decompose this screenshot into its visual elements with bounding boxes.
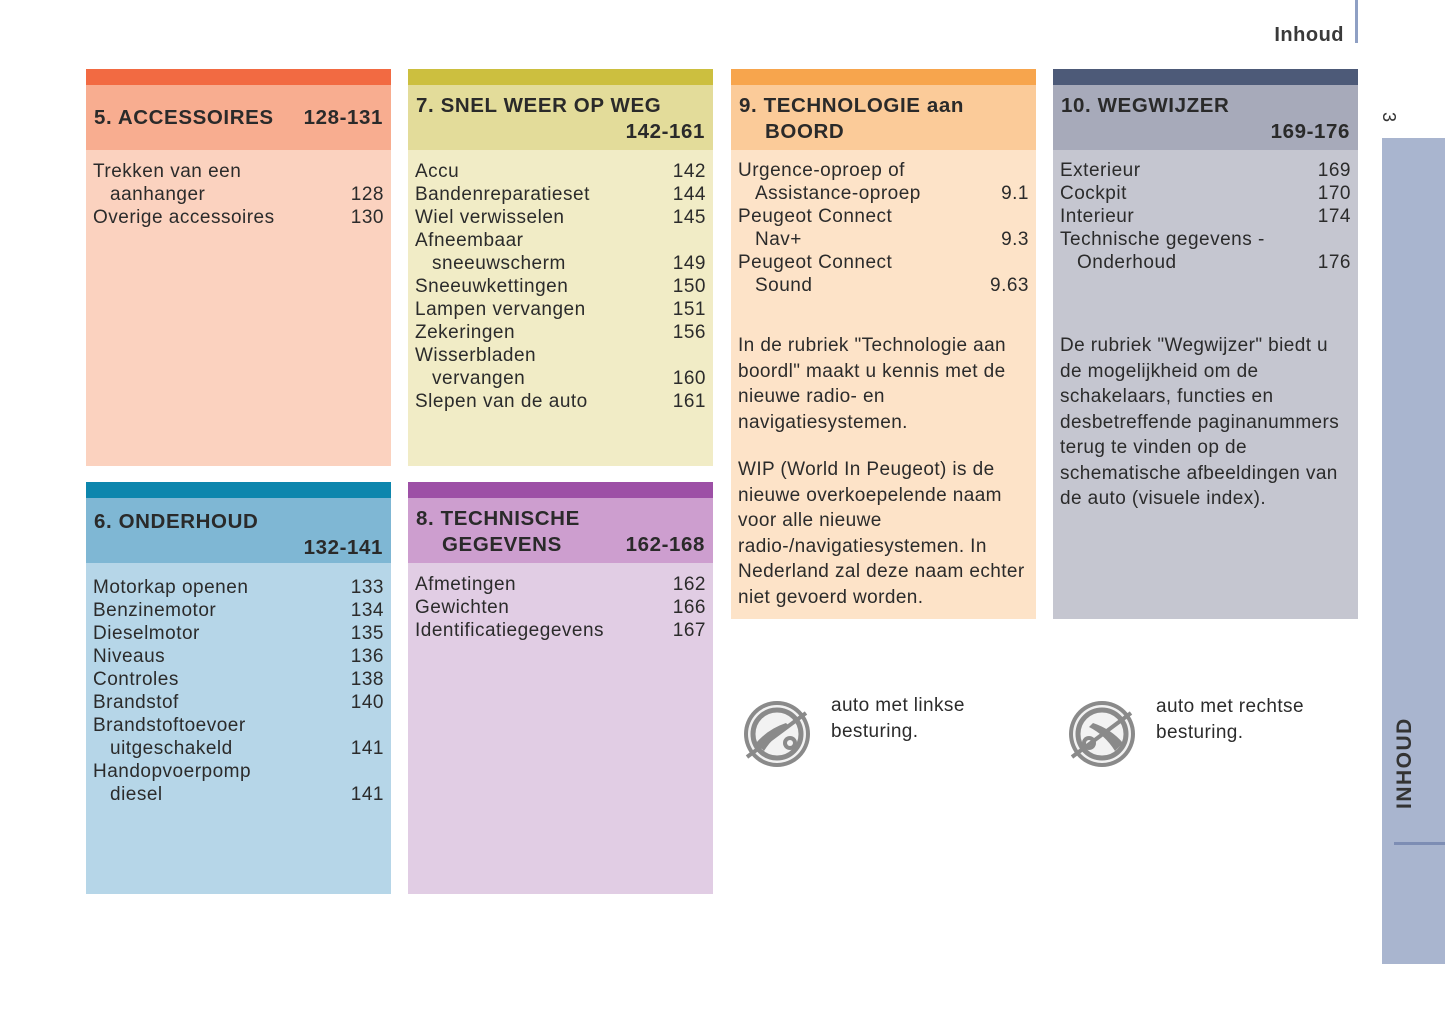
toc-entry-label: Accu [415, 161, 460, 182]
technologie-wip-note: WIP (World In Peugeot) is de nieuwe overkoepelende naam voor alle nieuwe radio-/navigatiesystemen. In Nederland zal deze naam echter niet gevoerd worden. [738, 459, 1025, 608]
section-stripe [86, 482, 391, 498]
toc-entry-label: Sneeuwkettingen [415, 276, 569, 297]
toc-entry-label: Wiel verwisselen [415, 207, 565, 228]
page-number: 3 [1379, 111, 1399, 122]
toc-entry-page: 133 [350, 577, 384, 598]
section-title-line1: 9. TECHNOLOGIE aan [739, 94, 964, 117]
legend-right-caption-line2: besturing. [1156, 722, 1244, 743]
toc-entry-label: Identificatiegegevens [415, 620, 605, 641]
section-pages[interactable]: 142-161 [625, 120, 705, 143]
toc-entry-label: Handopvoerpomp [93, 761, 252, 782]
toc-entry[interactable] [738, 205, 1029, 228]
section-stripe [408, 482, 713, 498]
toc-entry-label: Bandenreparatieset [415, 184, 590, 205]
toc-entry-page: 138 [350, 669, 384, 690]
toc-entry-label: Afmetingen [415, 574, 517, 595]
section-body [86, 563, 391, 894]
toc-entry-label: uitgeschakeld [110, 738, 233, 759]
section-body [408, 150, 713, 466]
toc-entry-page: 142 [672, 161, 706, 182]
section-title-line2: GEGEVENS [442, 533, 562, 556]
toc-entry[interactable] [415, 367, 706, 390]
toc-entry-label: Zekeringen [415, 322, 516, 343]
toc-entry[interactable] [93, 783, 384, 806]
toc-entry-page: 145 [672, 207, 706, 228]
toc-entry[interactable] [415, 229, 706, 252]
toc-entry[interactable] [93, 737, 384, 760]
toc-entry-label: Trekken van een [93, 161, 242, 182]
toc-entry-page: 140 [350, 692, 384, 713]
toc-entry[interactable] [93, 160, 384, 183]
toc-entry-label: Urgence-oproep of [738, 160, 905, 181]
wegwijzer-intro: De rubriek "Wegwijzer" biedt u de mogelijkheid om de schakelaars, functies en desbetreffende paginanummers terug te vinden op de schematische afbeeldingen van de auto (visuele index). [1060, 335, 1340, 509]
header-divider [1355, 0, 1358, 43]
toc-entry[interactable] [1060, 182, 1351, 205]
toc-entry-page: 9.3 [1001, 229, 1029, 250]
toc-entry-label: Peugeot Connect [738, 252, 893, 273]
section-body [86, 150, 391, 466]
toc-entry-label: diesel [110, 784, 163, 805]
toc-entry-page: 130 [350, 207, 384, 228]
toc-entry-label: Assistance-oproep [755, 183, 921, 204]
toc-entry[interactable] [1060, 228, 1351, 251]
section-technische-gegevens [408, 482, 713, 894]
toc-entry[interactable] [738, 228, 1029, 251]
section-stripe [408, 69, 713, 85]
toc-entry-label: Motorkap openen [93, 577, 249, 598]
toc-entry-page: 161 [672, 391, 706, 412]
toc-entry[interactable] [93, 645, 384, 668]
toc-entry-label: Lampen vervangen [415, 299, 586, 320]
toc-entry-label: Technische gegevens - [1060, 229, 1265, 250]
technologie-intro: In de rubriek "Technologie aan boordl" maakt u kennis met de nieuwe radio- en navigatiesystemen. [738, 335, 1007, 433]
section-body [408, 563, 713, 894]
toc-entry[interactable] [93, 691, 384, 714]
toc-entry-label: Controles [93, 669, 179, 690]
toc-entry-label: Cockpit [1060, 183, 1127, 204]
toc-entry-label: Brandstof [93, 692, 179, 713]
toc-entry-label: Exterieur [1060, 160, 1141, 181]
toc-entry[interactable] [415, 160, 706, 183]
section-pages[interactable]: 162-168 [625, 533, 705, 556]
section-pages[interactable]: 169-176 [1270, 120, 1350, 143]
toc-entry-page: 149 [672, 253, 706, 274]
section-accessoires [86, 69, 391, 466]
toc-entry[interactable] [738, 274, 1029, 297]
toc-entry-label: aanhanger [110, 184, 206, 205]
toc-entry-page: 156 [672, 322, 706, 343]
toc-entry-label: vervangen [432, 368, 526, 389]
toc-entry-label: Slepen van de auto [415, 391, 588, 412]
section-snel-weer-op-weg [408, 69, 713, 466]
toc-entry-page: 176 [1317, 252, 1351, 273]
section-title-line1: 8. TECHNISCHE [416, 507, 580, 530]
toc-entry[interactable] [415, 619, 706, 642]
section-technologie [731, 69, 1036, 619]
toc-entry-label: Peugeot Connect [738, 206, 893, 227]
toc-entry-label: Sound [755, 275, 813, 296]
section-stripe [731, 69, 1036, 85]
section-pages[interactable]: 132-141 [303, 536, 383, 559]
section-items [1060, 159, 1351, 274]
section-header [86, 498, 391, 563]
toc-entry-label: sneeuwscherm [432, 253, 566, 274]
toc-entry[interactable] [415, 183, 706, 206]
section-body [1053, 150, 1358, 619]
toc-entry-page: 141 [350, 784, 384, 805]
page-header-title: Inhoud [1274, 24, 1344, 46]
toc-entry[interactable] [415, 321, 706, 344]
toc-entry[interactable] [415, 573, 706, 596]
section-title: 5. ACCESSOIRES [94, 106, 274, 129]
toc-entry-page: 160 [672, 368, 706, 389]
section-title: 10. WEGWIJZER [1061, 94, 1230, 117]
toc-entry[interactable] [1060, 251, 1351, 274]
toc-entry[interactable] [738, 159, 1029, 182]
toc-entry-label: Interieur [1060, 206, 1135, 227]
toc-entry-page: 166 [672, 597, 706, 618]
toc-entry-page: 128 [350, 184, 384, 205]
section-items [738, 159, 1029, 297]
toc-entry[interactable] [1060, 159, 1351, 182]
side-tab[interactable] [1382, 138, 1445, 964]
steering-wheel-left-icon [742, 699, 812, 769]
section-stripe [1053, 69, 1358, 85]
toc-entry-page: 170 [1317, 183, 1351, 204]
toc-entry[interactable] [1060, 205, 1351, 228]
legend-right-caption [1156, 694, 1304, 746]
toc-entry-page: 169 [1317, 160, 1351, 181]
section-onderhoud [86, 482, 391, 894]
toc-entry[interactable] [93, 622, 384, 645]
toc-entry-label: Dieselmotor [93, 623, 200, 644]
toc-entry[interactable] [415, 206, 706, 229]
section-header [731, 85, 1036, 150]
toc-entry-label: Wisserbladen [415, 345, 537, 366]
toc-entry[interactable] [415, 344, 706, 367]
toc-entry[interactable] [93, 183, 384, 206]
toc-entry-label: Nav+ [755, 229, 802, 250]
toc-entry-page: 162 [672, 574, 706, 595]
toc-entry-page: 135 [350, 623, 384, 644]
toc-entry-page: 9.1 [1001, 183, 1029, 204]
toc-entry[interactable] [738, 251, 1029, 274]
toc-entry-page: 174 [1317, 206, 1351, 227]
section-header [1053, 85, 1358, 150]
section-body [731, 150, 1036, 619]
section-title: 6. ONDERHOUD [94, 510, 259, 533]
toc-entry-page: 9.63 [990, 275, 1029, 296]
toc-entry-label: Onderhoud [1077, 252, 1177, 273]
toc-entry[interactable] [415, 298, 706, 321]
legend-left-caption [831, 693, 965, 745]
section-title: 7. SNEL WEER OP WEG [416, 94, 662, 117]
toc-entry[interactable] [93, 714, 384, 737]
toc-entry-page: 134 [350, 600, 384, 621]
toc-entry[interactable] [415, 252, 706, 275]
section-pages[interactable]: 128-131 [303, 106, 383, 129]
toc-entry-label: Brandstoftoevoer [93, 715, 246, 736]
legend-right-caption-line1: auto met rechtse [1156, 696, 1304, 717]
toc-entry[interactable] [93, 206, 384, 229]
steering-wheel-right-icon [1067, 699, 1137, 769]
section-wegwijzer [1053, 69, 1358, 619]
toc-entry-page: 136 [350, 646, 384, 667]
side-tab-label: INHOUD [1393, 717, 1416, 809]
toc-entry-label: Afneembaar [415, 230, 524, 251]
toc-entry[interactable] [738, 182, 1029, 205]
section-header [408, 85, 713, 150]
toc-entry-page: 150 [672, 276, 706, 297]
legend-left-caption-line1: auto met linkse [831, 695, 965, 716]
toc-entry[interactable] [93, 599, 384, 622]
toc-entry[interactable] [415, 390, 706, 413]
toc-entry[interactable] [93, 760, 384, 783]
section-stripe [86, 69, 391, 85]
toc-entry[interactable] [415, 596, 706, 619]
toc-entry-label: Niveaus [93, 646, 166, 667]
toc-entry[interactable] [415, 275, 706, 298]
toc-entry-label: Benzinemotor [93, 600, 217, 621]
legend-left-caption-line2: besturing. [831, 721, 919, 742]
toc-entry-page: 144 [672, 184, 706, 205]
section-title-line2: BOORD [765, 120, 845, 143]
toc-entry-page: 167 [672, 620, 706, 641]
toc-entry-label: Overige accessoires [93, 207, 275, 228]
toc-entry[interactable] [93, 576, 384, 599]
toc-entry[interactable] [93, 668, 384, 691]
section-header [408, 498, 713, 563]
side-tab-divider [1394, 842, 1445, 845]
toc-entry-label: Gewichten [415, 597, 510, 618]
toc-entry-page: 151 [672, 299, 706, 320]
section-header [86, 85, 391, 150]
toc-entry-page: 141 [350, 738, 384, 759]
